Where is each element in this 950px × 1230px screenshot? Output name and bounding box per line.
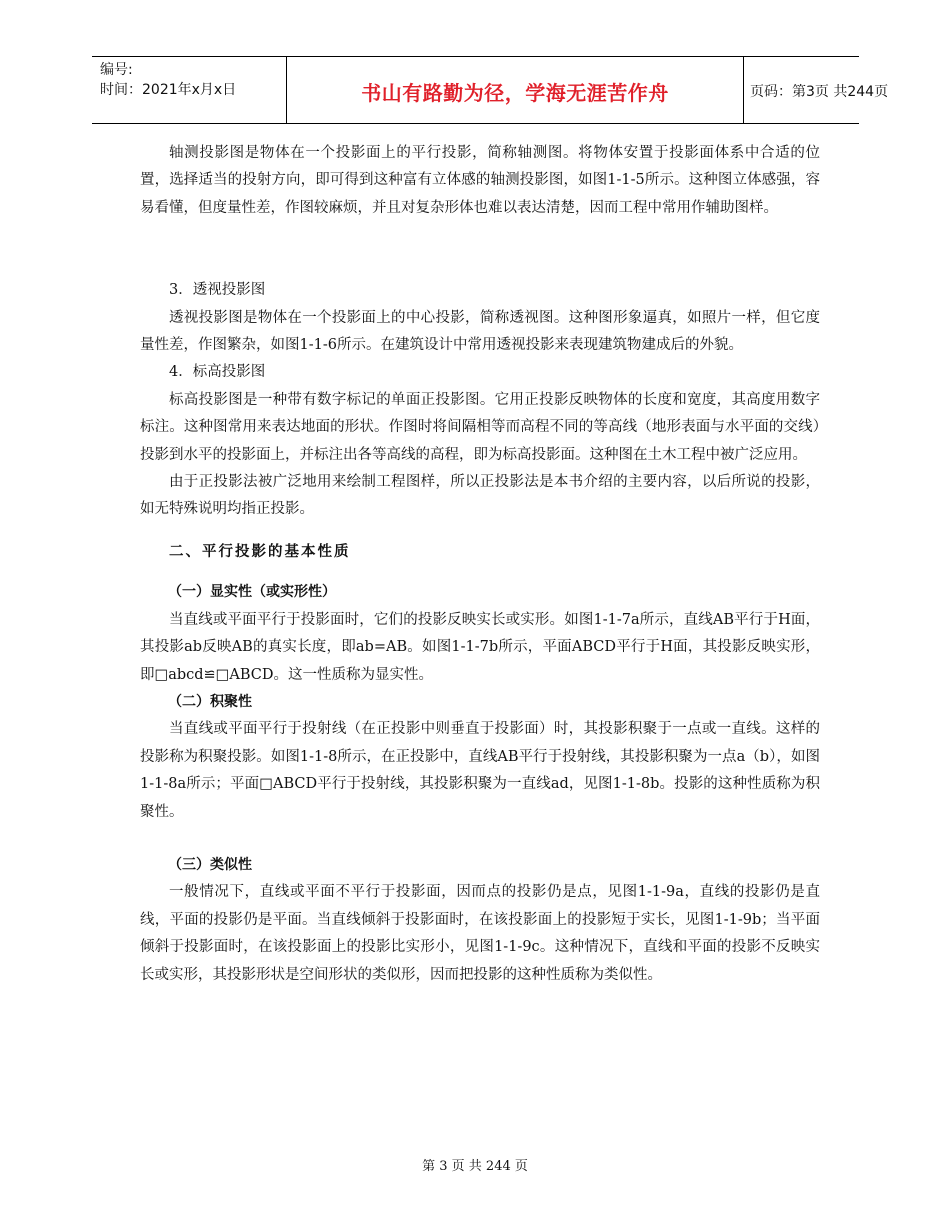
paragraph-perspective: 透视投影图是物体在一个投影面上的中心投影，简称透视图。这种图形象逼真，如照片一样，但它度量性差，作图繁杂，如图1-1-6所示。在建筑设计中常用透视投影来表现建筑物建成后的外貌。 [140, 309, 820, 354]
paragraph-summary: 由于正投影法被广泛地用来绘制工程图样，所以正投影法是本书介绍的主要内容，以后所说的投影，如无特殊说明均指正投影。 [140, 474, 820, 518]
spacer [140, 222, 820, 277]
section-title-perspective: 3．透视投影图 [169, 282, 266, 299]
paragraph-similarity: 一般情况下，直线或平面不平行于投影面，因而点的投影仍是点，见图1-1-9a，直线的投影仍是直线，平面的投影仍是平面。当直线倾斜于投影面时，在该投影面上的投影短于实长，见图1-1-9b；当平面倾斜于投影面时，在该投影面上的投影比实形小，见图1-1-9c。这种情况下，直线和平面的投影不反映实长或实形，其投影形状是空间形状的类似形，因而把投影的这种性质称为类似性。 [140, 884, 820, 983]
header-motto: 书山有路勤为径，学海无涯苦作舟 [361, 81, 669, 105]
spacer [140, 524, 820, 538]
heading-parallel-properties: 二、平行投影的基本性质 [169, 542, 351, 560]
header-meta [92, 57, 286, 123]
paragraph-axonometric: 轴测投影图是物体在一个投影面上的平行投影，简称轴测图。将物体安置于投影面体系中合适的位置，选择适当的投射方向，即可得到这种富有立体感的轴测投影图，如图1-1-5所示。这种图立体感强，容易看懂，但度量性差，作图较麻烦，并且对复杂形体也难以表达清楚，因而工程中常用作辅助图样。 [140, 145, 820, 216]
page-footer: 第 3 页 共 244 页 [422, 1159, 528, 1174]
document-number-label: 编号: [100, 62, 133, 78]
heading-similarity: （三）类似性 [168, 856, 252, 873]
heading-true-shape: （一）显实性（或实形性） [168, 584, 336, 601]
section-title-elevation: 4．标高投影图 [169, 364, 266, 381]
document-time: 时间：2021年x月x日 [100, 82, 237, 98]
paragraph-elevation: 标高投影图是一种带有数字标记的单面正投影图。它用正投影反映物体的长度和宽度，其高度用数字标注。这种图常用来表达地面的形状。作图时将间隔相等而高程不同的等高线（地形表面与水平面的交线）投影到水平的投影面上，并标注出各等高线的高程，即为标高投影面。这种图在土木工程中被广泛应用。 [140, 391, 820, 463]
spacer [140, 565, 820, 579]
header-page-cell [742, 57, 889, 123]
heading-accumulation: （二）积聚性 [168, 693, 252, 710]
document-body [140, 140, 820, 989]
page-header [92, 56, 889, 124]
header-page-info: 页码：第3页 共244页 [750, 84, 889, 100]
paragraph-accumulation: 当直线或平面平行于投射线（在正投影中则垂直于投影面）时，其投影积聚于一点或一直线。这样的投影称为积聚投影。如图1-1-8所示，在正投影中，直线AB平行于投射线，其投影积聚为一点a（b），如图1-1-8a所示；平面□ABCD平行于投射线，其投影积聚为一直线ad，见图1-1-8b。投影的这种性质称为积聚性。 [140, 721, 820, 820]
paragraph-true-shape: 当直线或平面平行于投影面时，它们的投影反映实长或实形。如图1-1-7a所示，直线AB平行于H面，其投影ab反映AB的真实长度，即ab=AB。如图1-1-7b所示，平面ABCD平行于H面，其投影反映实形，即□abcd≌□ABCD。这一性质称为显实性。 [140, 611, 820, 683]
header-motto-cell [286, 57, 744, 123]
spacer [140, 826, 820, 852]
